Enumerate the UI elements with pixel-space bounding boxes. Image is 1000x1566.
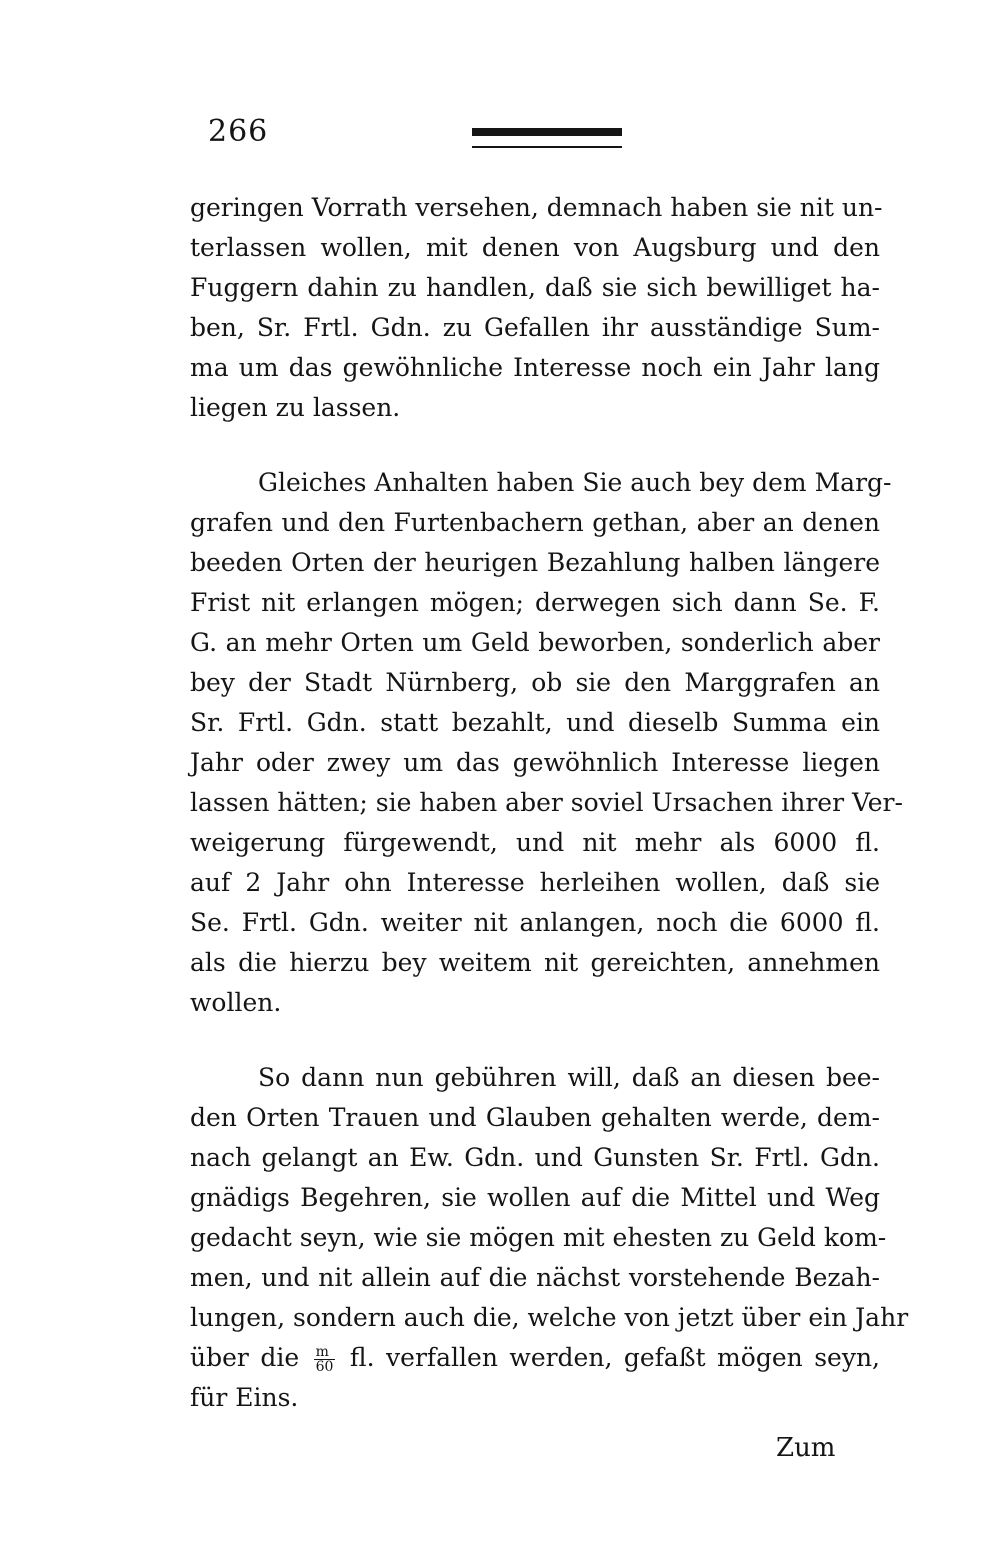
fraction-denominator: 60: [315, 1359, 334, 1375]
text-line: Se. Frtl. Gdn. weiter nit anlangen, noch die 6000 fl.: [190, 908, 880, 937]
text-line: beeden Orten der heurigen Bezahlung halben längere: [190, 548, 880, 577]
text-line: bey der Stadt Nürnberg, ob sie den Marggrafen an: [190, 668, 880, 697]
text-line: So dann nun gebühren will, daß an diesen bee-: [258, 1063, 880, 1092]
fraction: [314, 1345, 336, 1374]
text-line: gedacht seyn, wie sie mögen mit ehesten zu Geld kom-: [190, 1223, 887, 1252]
text-line: ben, Sr. Frtl. Gdn. zu Gefallen ihr ausständige Sum-: [190, 313, 880, 342]
fraction-numerator: m: [314, 1345, 336, 1360]
text-line: G. an mehr Orten um Geld beworben, sonderlich aber: [190, 628, 880, 657]
text-line: den Orten Trauen und Glauben gehalten werde, dem-: [190, 1103, 880, 1132]
text-line: als die hierzu bey weitem nit gereichten, annehmen: [190, 948, 880, 977]
text-line: Frist nit erlangen mögen; derwegen sich dann Se. F.: [190, 588, 880, 617]
catchword: Zum: [776, 1433, 836, 1463]
text-line: Fuggern dahin zu handlen, daß sie sich bewilliget ha-: [190, 273, 880, 302]
text-line: wollen.: [190, 988, 282, 1017]
text-line: men, und nit allein auf die nächst vorstehende Bezah-: [190, 1263, 880, 1292]
text-line-with-fraction: [190, 1338, 880, 1378]
text-line: grafen und den Furtenbachern gethan, aber an denen: [190, 508, 880, 537]
text-line: Jahr oder zwey um das gewöhnlich Interesse liegen: [190, 748, 880, 777]
text-line: nach gelangt an Ew. Gdn. und Gunsten Sr. Frtl. Gdn.: [190, 1143, 880, 1172]
header-rule-thin: [472, 146, 622, 148]
text-line: gnädigs Begehren, sie wollen auf die Mittel und Weg: [190, 1183, 880, 1212]
text-line: auf 2 Jahr ohn Interesse herleihen wollen, daß sie: [190, 868, 880, 897]
text-line: liegen zu lassen.: [190, 393, 401, 422]
page-number: 266: [208, 114, 269, 149]
fraction-line-before: über die: [190, 1343, 300, 1372]
header-rule: [472, 128, 622, 136]
text-line: Sr. Frtl. Gdn. statt bezahlt, und dieselb Summa ein: [190, 708, 880, 737]
text-line: weigerung fürgewendt, und nit mehr als 6000 fl.: [190, 828, 880, 857]
text-line: ma um das gewöhnliche Interesse noch ein Jahr lang: [190, 353, 880, 382]
text-line: lassen hätten; sie haben aber soviel Ursachen ihrer Ver-: [190, 788, 903, 817]
text-line: für Eins.: [190, 1383, 299, 1412]
text-line: terlassen wollen, mit denen von Augsburg und den: [190, 233, 880, 262]
text-line: lungen, sondern auch die, welche von jetzt über ein Jahr: [190, 1303, 909, 1332]
text-line: geringen Vorrath versehen, demnach haben sie nit un-: [190, 193, 883, 222]
text-line: Gleiches Anhalten haben Sie auch bey dem Marg-: [258, 468, 892, 497]
fraction-line-after: fl. verfallen werden, gefaßt mögen seyn,: [349, 1343, 880, 1372]
